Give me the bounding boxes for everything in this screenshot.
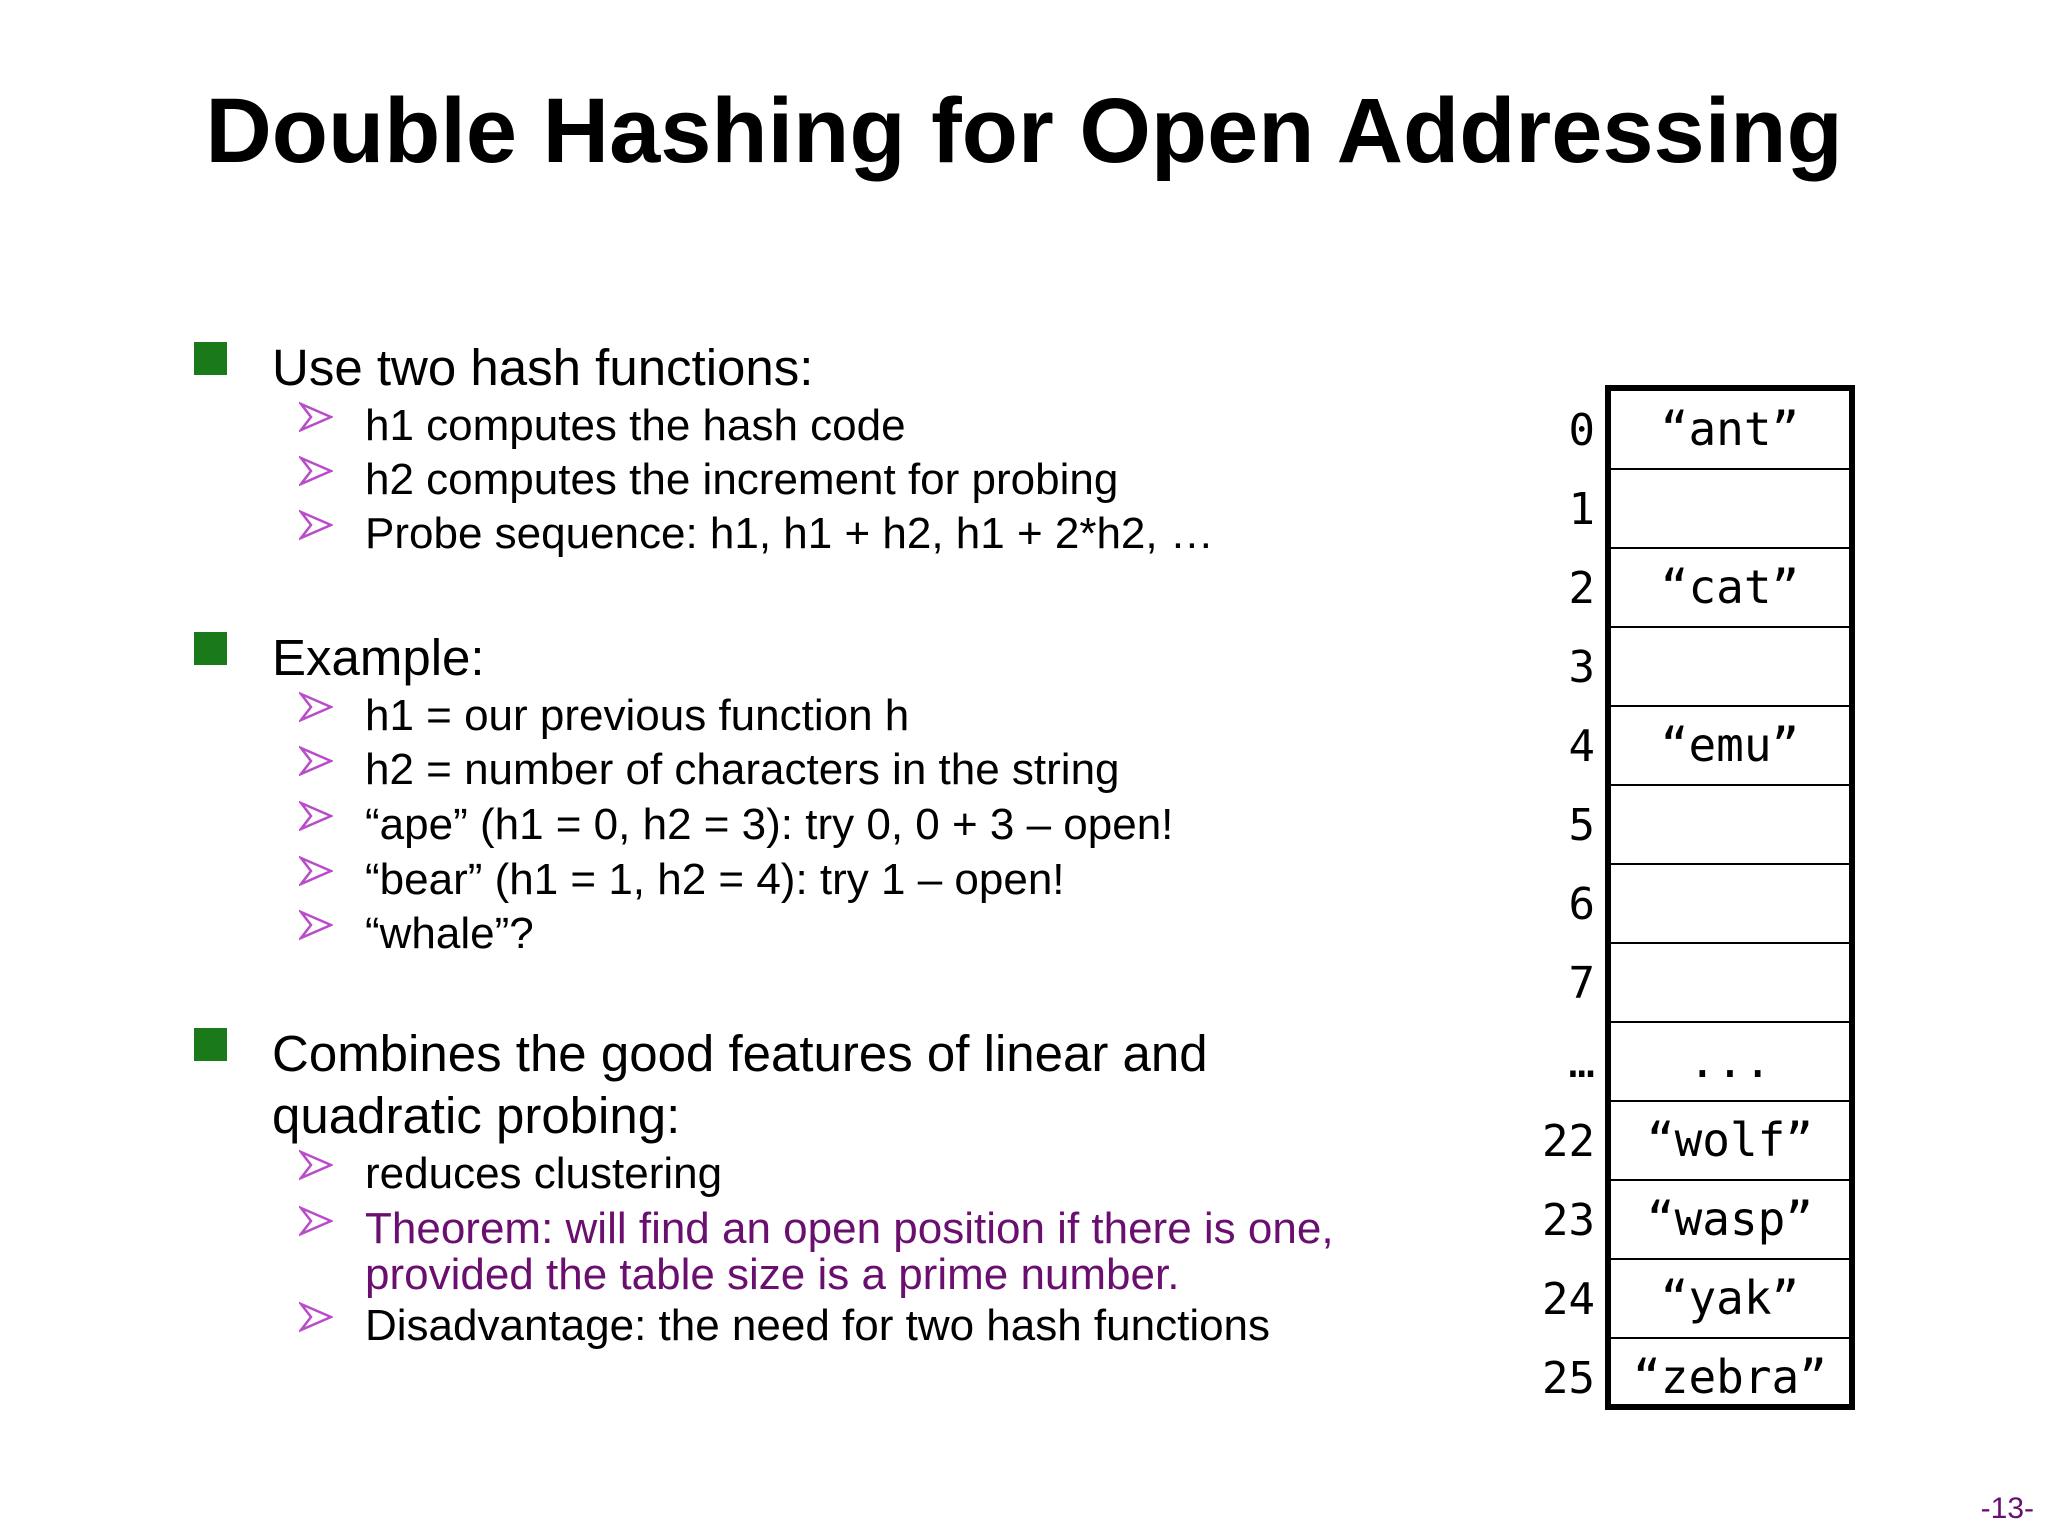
sub-bullet (365, 910, 534, 958)
table-cell: ... (1611, 1023, 1849, 1102)
bullet-text-line2: quadratic probing: (272, 1087, 681, 1144)
table-cell: “ant” (1611, 391, 1849, 470)
arrow-bullet-icon (299, 799, 333, 833)
sub-bullet (365, 746, 1120, 794)
table-index: 5 (1568, 800, 1595, 851)
table-cell: “cat” (1611, 549, 1849, 628)
table-index: 7 (1568, 958, 1595, 1009)
table-cell: “wolf” (1611, 1102, 1849, 1181)
sub-bullet-text: h1 computes the hash code (365, 401, 906, 450)
table-cell (1611, 865, 1849, 944)
sub-bullet (365, 856, 1065, 904)
square-bullet-icon (194, 1028, 227, 1061)
table-cell (1611, 628, 1849, 707)
sub-bullet (365, 692, 909, 740)
hash-table (1605, 385, 1855, 1410)
bullet-continuation (272, 1086, 680, 1146)
bullet-text-line1: Combines the good features of linear and (272, 1025, 1208, 1082)
bullet-text: Use two hash functions: (272, 339, 814, 396)
sub-bullet (365, 1302, 1270, 1350)
sub-bullet-text: “bear” (h1 = 1, h2 = 4): try 1 – open! (365, 855, 1065, 904)
page-number: -13- (1980, 1492, 2034, 1525)
sub-bullet (365, 1150, 722, 1198)
bullet-example (272, 628, 485, 688)
sub-bullet-theorem (365, 1206, 1334, 1298)
sub-bullet-text: Probe sequence: h1, h1 + h2, h1 + 2*h2, … (365, 509, 1214, 558)
table-index: 2 (1568, 563, 1595, 614)
table-index: 22 (1542, 1116, 1595, 1167)
arrow-bullet-icon (299, 908, 333, 942)
table-index: 0 (1568, 405, 1595, 456)
arrow-bullet-icon (299, 1300, 333, 1334)
table-index: 1 (1568, 484, 1595, 535)
table-index: 25 (1542, 1353, 1595, 1404)
slide-title: Double Hashing for Open Addressing (205, 80, 1843, 182)
bullet-text: Example: (272, 629, 485, 686)
sub-bullet (365, 402, 906, 450)
table-index: 24 (1542, 1274, 1595, 1325)
arrow-bullet-icon (299, 508, 333, 542)
sub-bullet-text: “ape” (h1 = 0, h2 = 3): try 0, 0 + 3 – open! (365, 800, 1174, 849)
sub-bullet-text: h1 = our previous function h (365, 691, 910, 740)
arrow-bullet-icon (299, 1204, 333, 1238)
bullet-use-two-hash-functions (272, 338, 813, 398)
sub-bullet (365, 456, 1118, 504)
table-index: 3 (1568, 642, 1595, 693)
table-cell: “zebra” (1633, 1350, 1827, 1404)
square-bullet-icon (194, 632, 227, 665)
arrow-bullet-icon (299, 854, 333, 888)
sub-bullet-text: h2 = number of characters in the string (365, 745, 1120, 794)
sub-bullet (365, 510, 1214, 558)
table-index: 6 (1568, 879, 1595, 930)
table-cell (1611, 470, 1849, 549)
arrow-bullet-icon (299, 690, 333, 724)
table-cell (1611, 786, 1849, 865)
square-bullet-icon (194, 342, 227, 375)
theorem-line-1: Theorem: will find an open position if there is one, (365, 1204, 1334, 1253)
sub-bullet-text: h2 computes the increment for probing (365, 455, 1119, 504)
table-cell: “emu” (1611, 707, 1849, 786)
sub-bullet-text: Disadvantage: the need for two hash functions (365, 1301, 1271, 1350)
bullet-combines-features (272, 1024, 1208, 1084)
table-cell (1611, 944, 1849, 1023)
sub-bullet (365, 801, 1173, 849)
table-cell: “yak” (1611, 1260, 1849, 1339)
arrow-bullet-icon (299, 454, 333, 488)
theorem-line-2: provided the table size is a prime number. (365, 1250, 1180, 1299)
table-index: … (1568, 1037, 1595, 1088)
table-index: 23 (1542, 1195, 1595, 1246)
sub-bullet-text: reduces clustering (365, 1149, 723, 1198)
arrow-bullet-icon (299, 744, 333, 778)
arrow-bullet-icon (299, 1148, 333, 1182)
table-index: 4 (1568, 721, 1595, 772)
table-cell: “wasp” (1611, 1181, 1849, 1260)
sub-bullet-text: “whale”? (365, 909, 534, 958)
arrow-bullet-icon (299, 400, 333, 434)
